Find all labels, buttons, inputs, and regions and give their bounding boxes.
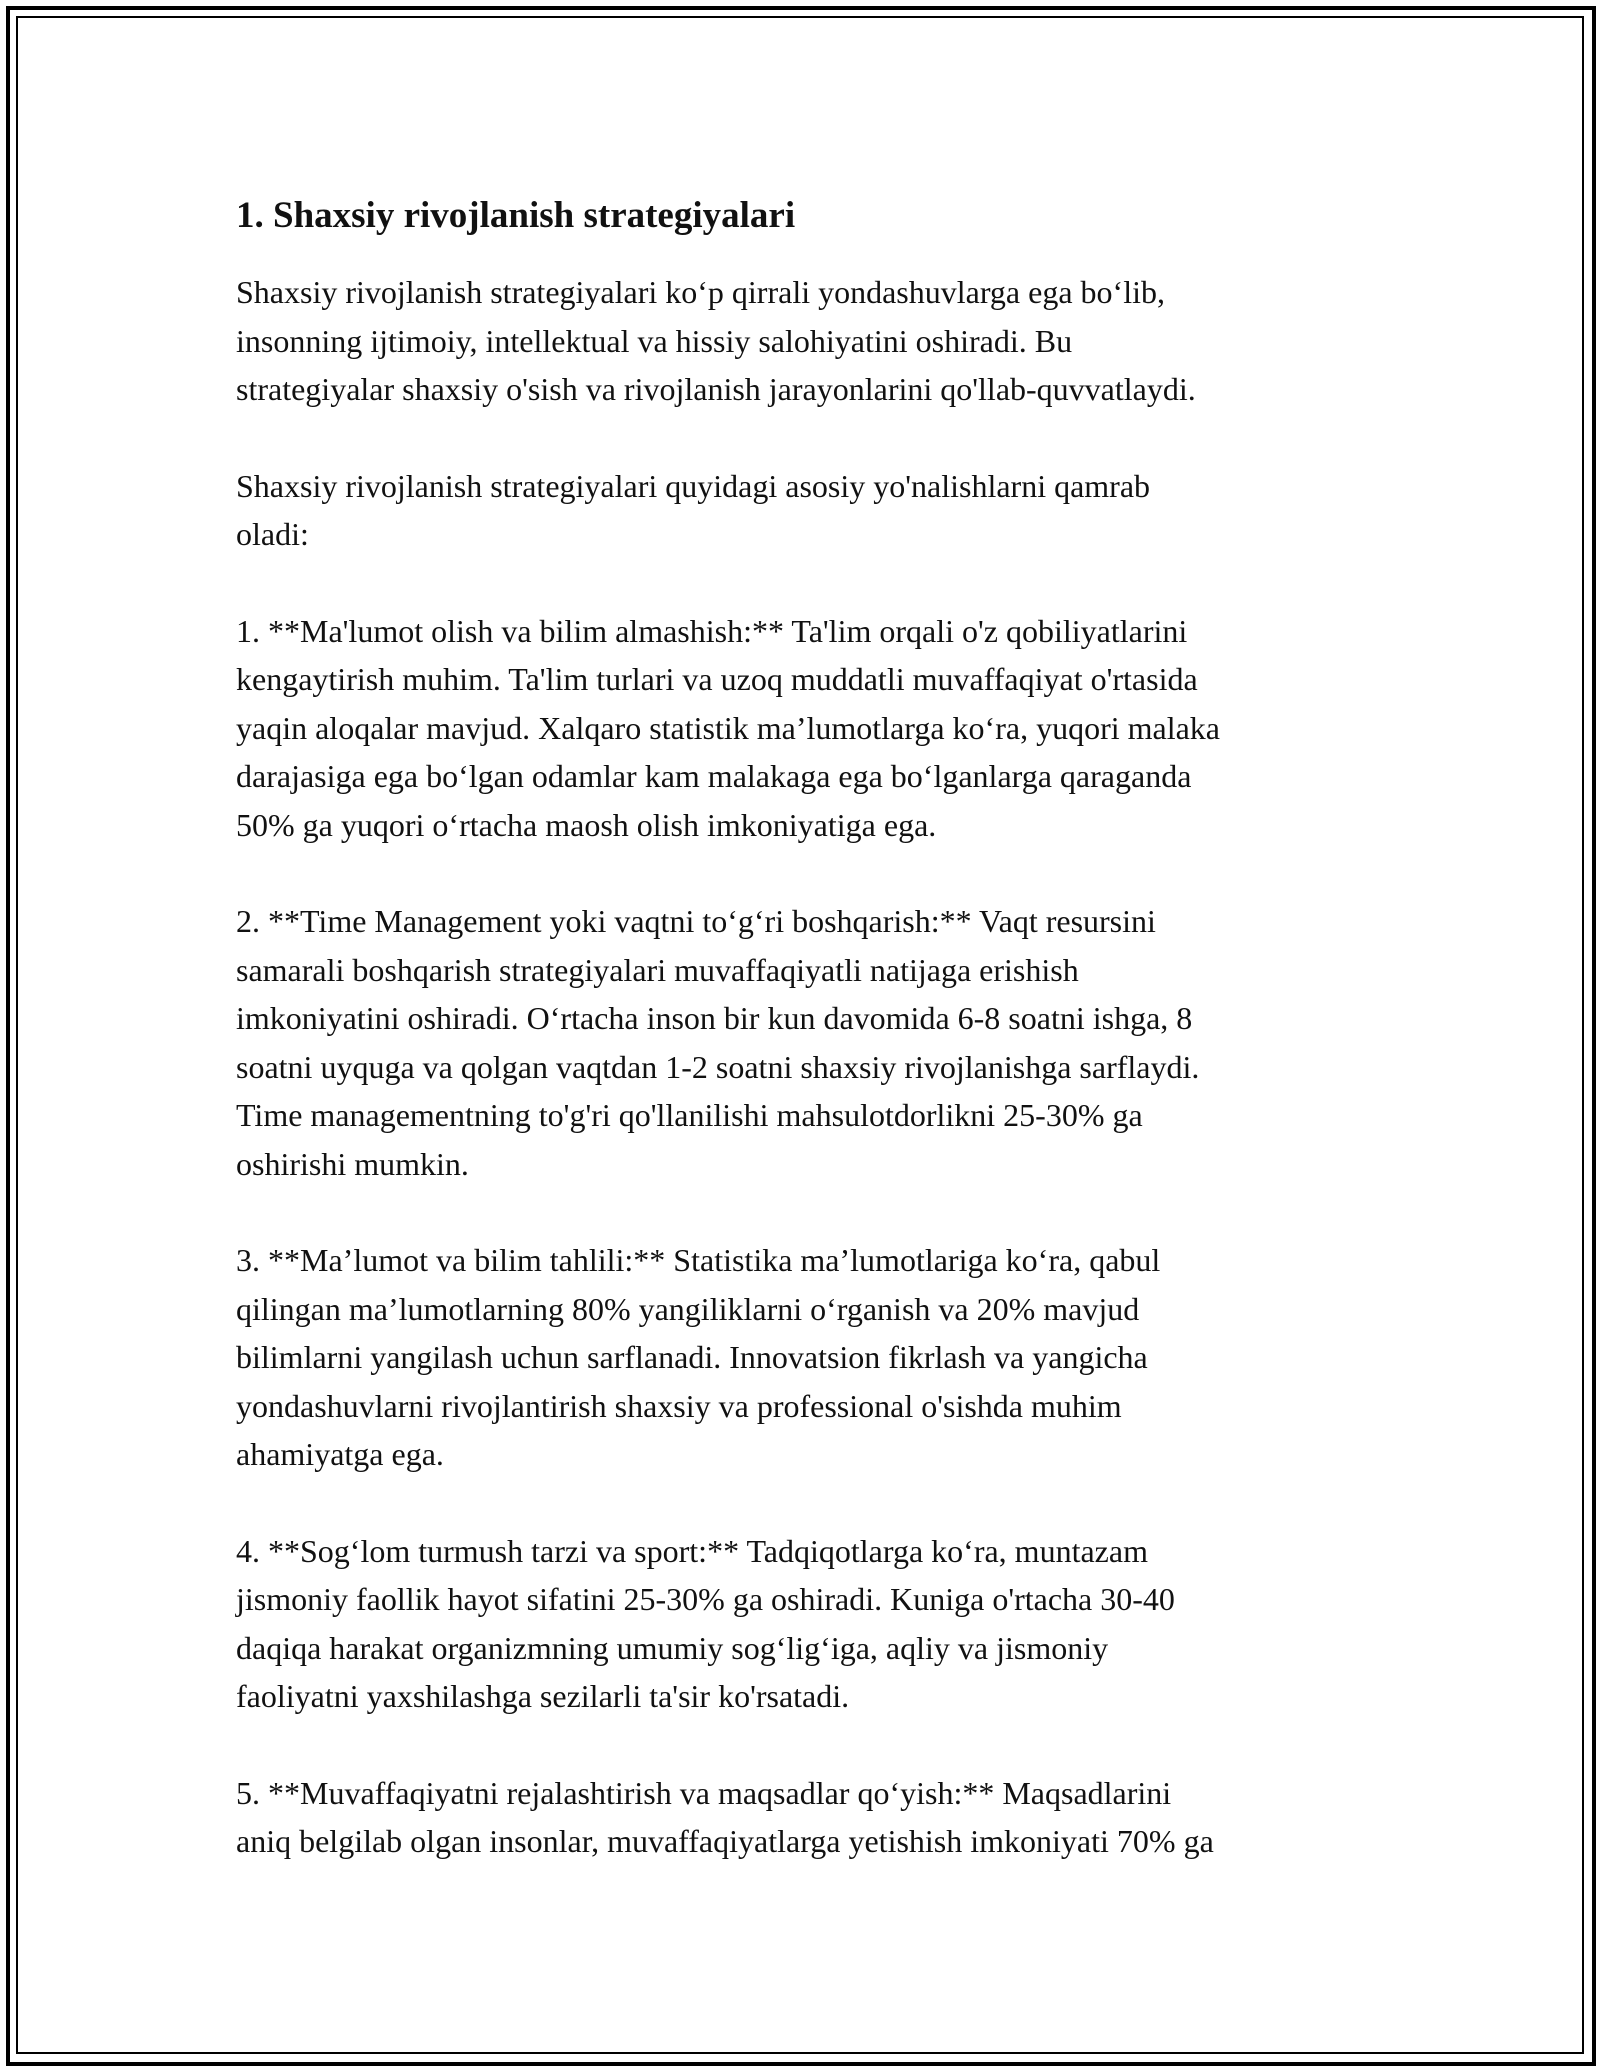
intro-paragraph: Shaxsiy rivojlanish strategiyalari ko‘p qirrali yondashuvlarga ega bo‘lib, insonning ijtimoiy, intellektual va hissiy salohiyatini oshiradi. Bu strategiyalar shaxsiy o'sish va rivojlanish jarayonlarini qo'llab-quvvatlaydi. [236, 274, 1196, 407]
list-item-1-paragraph: 1. **Ma'lumot olish va bilim almashish:** Ta'lim orqali o'z qobiliyatlarini kengaytirish muhim. Ta'lim turlari va uzoq muddatli muvaffaqiyat o'rtasida yaqin aloqalar mavjud. Xalqaro statistik ma’lumotlarga ko‘ra, yuqori malaka darajasiga ega bo‘lgan odamlar kam malakaga ega bo‘lganlarga qaraganda 50% ga yuqori o‘rtacha maosh olish imkoniyatiga ega. [236, 612, 1220, 843]
list-item-5-paragraph: 5. **Muvaffaqiyatni rejalashtirish va maqsadlar qo‘yish:** Maqsadlarini aniq belgilab olgan insonlar, muvaffaqiyatlarga yetishish imkoniyati 70% ga [236, 1774, 1214, 1859]
list-item-3-paragraph: 3. **Ma’lumot va bilim tahlili:** Statistika ma’lumotlariga ko‘ra, qabul qilingan ma’lumotlarning 80% yangiliklarni o‘rganish va 20% mavjud bilimlarni yangilash uchun sarflanadi. Innovatsion fikrlash va yangicha yondashuvlarni rivojlantirish shaxsiy va professional o'sishda muhim ahamiyatga ega. [236, 1242, 1161, 1472]
section-title: 1. Shaxsiy rivojlanish strategiyalari [236, 195, 796, 236]
directions-intro-paragraph: Shaxsiy rivojlanish strategiyalari quyidagi asosiy yo'nalishlarni qamrab oladi: [236, 467, 1151, 552]
list-item-2-paragraph: 2. **Time Management yoki vaqtni to‘g‘ri boshqarish:** Vaqt resursini samarali boshqarish strategiyalari muvaffaqiyatli natijaga erishish imkoniyatini oshiradi. O‘rtacha inson bir kun davomida 6-8 soatni ishga, 8 soatni uyquga va qolgan vaqtdan 1-2 soatni shaxsiy rivojlanishga sarflaydi. Time managementning to'g'ri qo'llanilishi mahsulotdorlikni 25-30% ga oshirishi mumkin. [236, 903, 1200, 1182]
list-item-4-paragraph: 4. **Sog‘lom turmush tarzi va sport:** Tadqiqotlarga ko‘ra, muntazam jismoniy faollik hayot sifatini 25-30% ga oshiradi. Kuniga o'rtacha 30-40 daqiqa harakat organizmning umumiy sog‘lig‘iga, aqliy va jismoniy faoliyatni yaxshilashga sezilarli ta'sir ko'rsatadi. [236, 1532, 1175, 1714]
document-body [236, 186, 1376, 1914]
